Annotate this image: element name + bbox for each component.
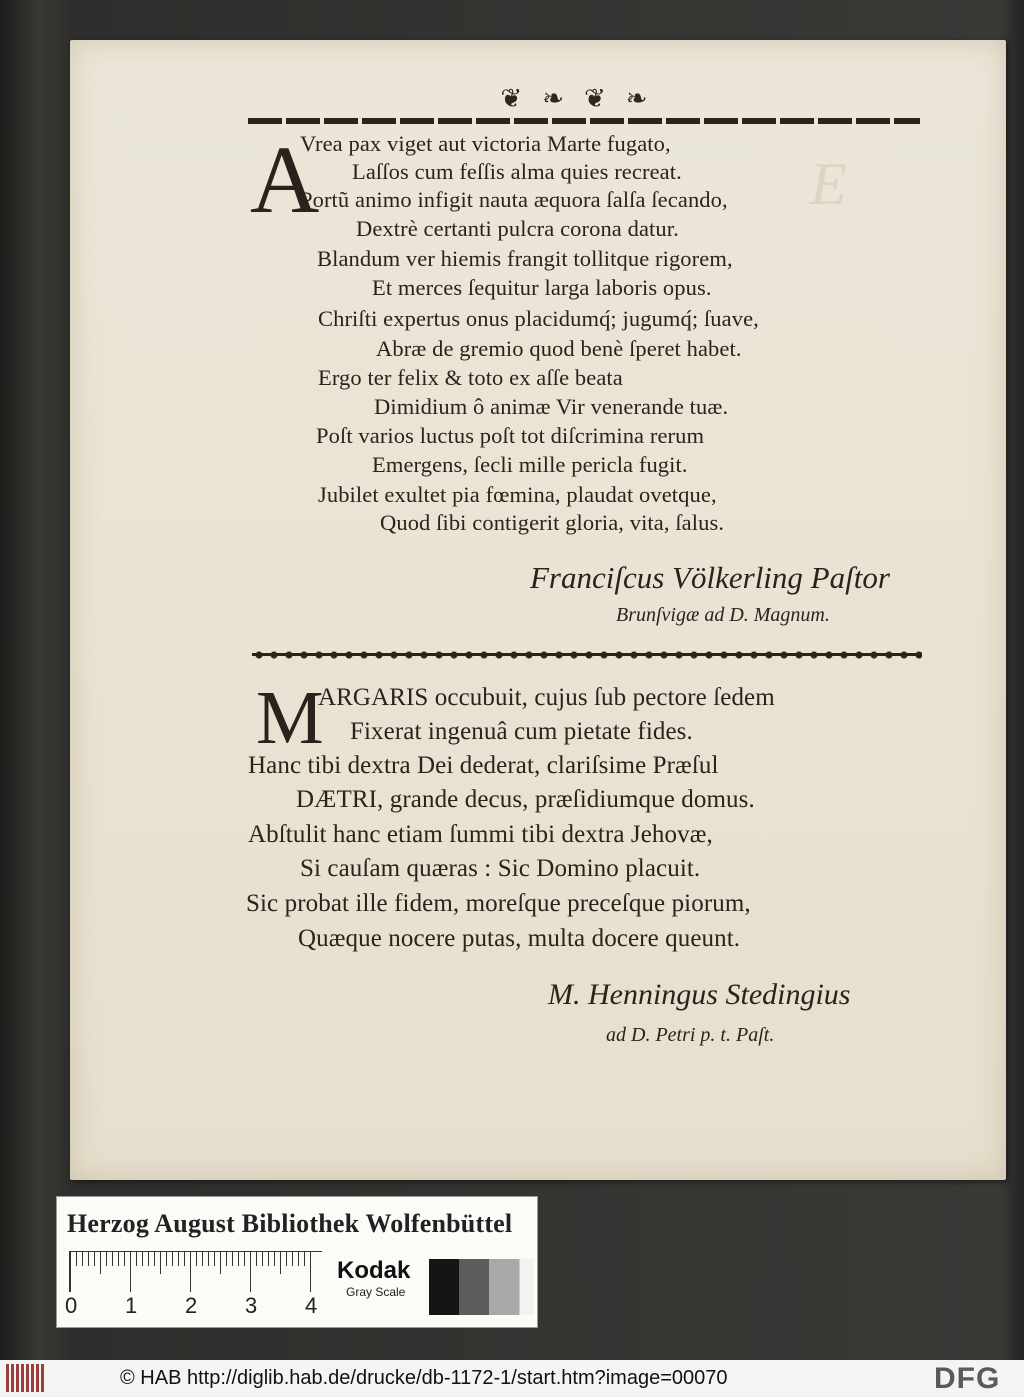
barcode-icon [6,1364,46,1392]
ruler-number: 0 [65,1293,78,1318]
poem-line: Hanc tibi dextra Dei dederat, clariſsime Præſul [248,752,719,779]
dropcap-m: M [256,676,324,760]
poem-line: Et merces ſequitur larga laboris opus. [372,275,712,300]
poem-line: Vrea pax viget aut victoria Marte fugato, [300,131,671,156]
top-rule-divider [248,118,920,124]
bleed-through-text: E [810,151,847,217]
ornamental-divider [252,644,922,666]
poem-line: Quod ſibi contigerit gloria, vita, ſalus. [380,510,725,535]
ruler-number: 1 [125,1293,138,1318]
poem-line: Fixerat ingenuâ cum pietate fides. [350,718,693,745]
signature-name: M. Henningus Stedingius [548,978,851,1011]
gray-swatch-dark [459,1259,489,1315]
poem-line: Laſſos cum feſſis alma quies recreat. [352,159,682,184]
signature-place: Brunſvigæ ad D. Magnum. [616,604,830,626]
poem-line: Poſt varios luctus poſt tot diſcrimina rerum [316,423,705,448]
poem-line: Dextrè certanti pulcra corona datur. [356,216,679,241]
poem-line: Quæque nocere putas, multa docere queunt. [298,925,741,952]
poem-line: DÆTRI, grande decus, præſidiumque domus. [296,786,755,813]
poem-line: Jubilet exultet pia fœmina, plaudat ovetque, [318,482,717,507]
dropcap-a: A [250,126,320,233]
color-target-card [56,1196,538,1328]
gray-swatch-black [429,1259,459,1315]
dfg-logo: DFG [934,1362,1001,1395]
poem-line: Abſtulit hanc etiam ſummi tibi dextra Jehovæ, [248,821,713,848]
poem-line: Sic probat ille fidem, moreſque preceſque piorum, [246,890,751,917]
gray-swatch-white [519,1259,534,1315]
ruler-number: 2 [185,1293,198,1318]
poem-line: Ergo ter felix & toto ex aſſe beata [318,365,623,390]
poem-line: ARGARIS occubuit, cujus ſub pectore ſedem [318,684,775,711]
gray-scale-label: Gray Scale [346,1285,406,1299]
top-ornament-icon: ❦ ❧ ❦ ❧ [500,84,650,113]
poem-line: Chriſti expertus onus placidumq́; jugumq́; ſuave, [318,306,759,331]
signature-place: ad D. Petri p. t. Paſt. [606,1024,775,1046]
library-name: Herzog August Bibliothek Wolfenbüttel [67,1209,513,1238]
copyright-link[interactable]: © HAB http://diglib.hab.de/drucke/db-1172-1/start.htm?image=00070 [120,1367,728,1389]
poem-line: Si cauſam quæras : Sic Domino placuit. [300,855,701,882]
gray-swatch-light [489,1259,519,1315]
kodak-logo: Kodak [337,1257,411,1284]
poem-line: Dimidium ô animæ Vir venerande tuæ. [374,394,729,419]
poem-line: Blandum ver hiemis frangit tollitque rigorem, [317,246,733,271]
poem-line: Emergens, ſecli mille pericla fugit. [372,452,688,477]
ruler [69,1251,322,1292]
signature-name: Franciſcus Völkerling Paſtor [530,560,890,595]
ruler-number: 4 [305,1293,318,1318]
poem-line: Portũ animo infigit nauta æquora ſalſa ſecando, [300,187,728,212]
ruler-number: 3 [245,1293,258,1318]
poem-line: Abræ de gremio quod benè ſperet habet. [376,336,742,361]
